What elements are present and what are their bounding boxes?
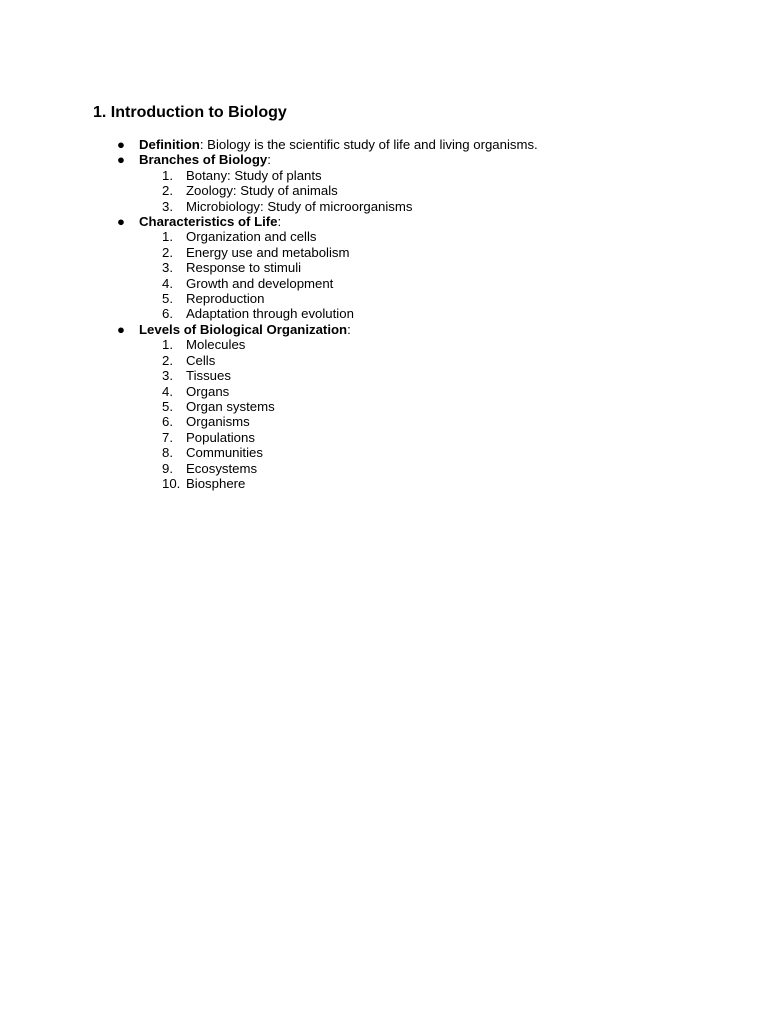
list-item-text: Response to stimuli [186,260,302,276]
numbered-list-item [0,245,768,260]
bullet-icon: ● [117,152,125,168]
list-item-text: Reproduction [186,291,265,307]
numbered-list-item [0,291,768,306]
list-item-text: Growth and development [186,275,334,291]
numbered-list-item [0,461,768,476]
list-item-text: Organs [186,383,230,399]
outline-term: Definition [139,137,200,152]
numbered-list-item [0,229,768,244]
list-number: 10. [162,475,181,491]
list-item-text: Organization and cells [186,229,317,245]
numbered-sublist [139,337,768,491]
numbered-list-item [0,399,768,414]
numbered-list-item [0,183,768,198]
term-separator: : [277,214,282,230]
list-number: 3. [162,260,173,276]
list-number: 1. [162,167,173,183]
list-number: 2. [162,183,173,199]
numbered-list-item [0,414,768,429]
outline-term: Levels of Biological Organization [139,321,348,337]
outline-item [0,152,768,214]
list-item-text: Populations [186,429,255,445]
list-item-text: Communities [186,445,263,461]
bullet-icon: ● [117,321,125,337]
list-item-text: Tissues [186,368,231,384]
bullet-icon: ● [117,137,125,152]
numbered-list-item [0,353,768,368]
list-item-text: Organisms [186,414,250,430]
list-number: 7. [162,429,173,445]
list-number: 5. [162,291,173,307]
numbered-list-item [0,476,768,491]
section-heading: 1. Introduction to Biology [93,104,287,121]
list-number: 8. [162,445,173,461]
list-number: 2. [162,352,173,368]
numbered-list-item [0,276,768,291]
term-separator: : [347,321,351,337]
topic-outline [0,137,768,491]
list-item-text: Adaptation through evolution [186,306,354,322]
bullet-icon: ● [117,214,125,230]
list-number: 5. [162,398,173,414]
list-item-text: Botany: Study of plants [186,167,322,183]
list-number: 3. [162,368,173,384]
list-item-text: Energy use and metabolism [186,244,350,260]
outline-term: Characteristics of Life [139,214,278,230]
list-item-text: Microbiology: Study of microorganisms [186,198,413,214]
term-separator: : [199,137,204,152]
numbered-list-item [0,337,768,352]
list-item-text: Cells [186,352,216,368]
numbered-list-item [0,384,768,399]
list-number: 9. [162,460,173,476]
list-number: 4. [162,275,173,291]
numbered-list-item [0,260,768,275]
numbered-sublist [139,229,768,321]
outline-description: Biology is the scientific study of life and living organisms. [203,137,538,152]
list-number: 3. [162,198,173,214]
list-number: 1. [162,229,173,245]
outline-item [0,214,768,322]
numbered-list-item [0,306,768,321]
outline-item [0,137,768,152]
list-number: 1. [162,337,173,353]
numbered-list-item [0,199,768,214]
list-item-text: Molecules [186,337,246,353]
numbered-list-item [0,430,768,445]
list-item-text: Ecosystems [186,460,258,476]
list-item-text: Biosphere [186,475,246,491]
term-separator: : [267,152,271,168]
list-item-text: Zoology: Study of animals [186,183,338,199]
outline-term: Branches of Biology [139,152,268,168]
numbered-sublist [139,168,768,214]
numbered-list-item [0,168,768,183]
list-item-text: Organ systems [186,398,275,414]
numbered-list-item [0,368,768,383]
outline-item [0,322,768,491]
numbered-list-item [0,445,768,460]
list-number: 6. [162,414,173,430]
list-number: 4. [162,383,173,399]
list-number: 2. [162,244,173,260]
list-number: 6. [162,306,173,322]
